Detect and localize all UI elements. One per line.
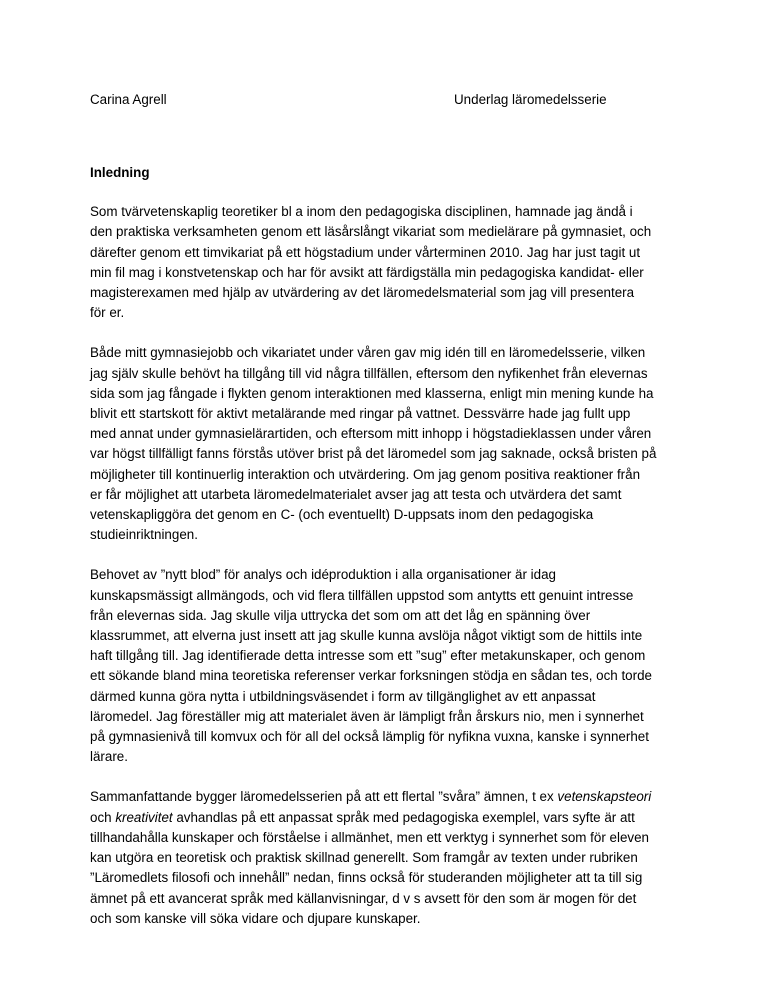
text-line: den praktiska verksamheten genom ett läsårslångt vikariat som medielärare på gymnasiet, och (90, 224, 652, 240)
paragraph-4 (90, 787, 690, 928)
italic-term: kreativitet (115, 809, 173, 825)
paragraph-1 (90, 202, 690, 323)
text-line: studieinriktningen. (90, 527, 198, 543)
text-line: ämnet på ett avancerat språk med källanvisningar, d v s avsett för den som är mogen för det (90, 890, 637, 906)
text-line: tillhandahålla kunskaper och förståelse i allmänhet, men ett verktyg i synnerhet som för eleven (90, 829, 649, 845)
text-line: läromedel. Jag föreställer mig att materialet även är lämpligt från årskurs nio, men i synnerhet (90, 708, 644, 724)
text-line: vetenskapliggöra det genom en C- (och eventuellt) D-uppsats inom den pedagogiska (90, 507, 594, 523)
text-line: Både mitt gymnasiejobb och vikariatet under våren gav mig idén till en läromedelsserie, vilken (90, 345, 646, 361)
text-line: klassrummet, att elverna just insett att jag skulle kunna avslöja något viktigt som de hittils inte (90, 628, 643, 644)
text-line (90, 787, 690, 807)
text-line: för er. (90, 305, 125, 321)
text-line: haft tillgång till. Jag identifierade detta intresse som ett ”sug” efter metakunskaper, och genom (90, 648, 646, 664)
document-series-title: Underlag läromedelsserie (454, 92, 607, 107)
text-line: min fil mag i konstvetenskap och har för avsikt att färdigställa min pedagogiska kandidat- eller (90, 264, 644, 280)
text-line: lärare. (90, 749, 128, 765)
text-line: kunskapsmässigt allmängods, och vid flera tillfällen uppstod som antytts ett genuint intresse (90, 587, 634, 603)
text-run: avhandlas på ett anpassat språk med pedagogiska exemplel, vars syfte är att (172, 809, 635, 825)
italic-term: vetenskapsteori (557, 789, 652, 805)
page-header (90, 92, 668, 114)
text-line (90, 808, 690, 828)
text-run: och (90, 809, 116, 825)
text-line: er får möjlighet att utarbeta läromedelmaterialet avser jag att testa och utvärdera det samt (90, 486, 622, 502)
text-line: Som tvärvetenskaplig teoretiker bl a inom den pedagogiska disciplinen, hamnade jag ändå i (90, 204, 633, 220)
text-line: därmed kunna göra nytta i utbildningsväsendet i form av tillgänglighet av ett anpassat (90, 688, 596, 704)
text-line: Behovet av ”nytt blod” för analys och idéproduktion i alla organisationer är idag (90, 567, 556, 583)
text-run: Sammanfattande bygger läromedelsserien på att ett flertal ”svåra” ämnen, t ex (90, 789, 558, 805)
text-line: kan utgöra en teoretisk och praktisk skillnad generellt. Som framgår av texten under rubriken (90, 850, 638, 866)
text-line: ”Läromedlets filosofi och innehåll” nedan, finns också för studeranden möjligheter att ta till sig (90, 870, 643, 886)
document-body (90, 163, 690, 949)
text-line: jag själv skulle behövt ha tillgång till vid några tillfällen, eftersom den nyfikenhet från elevernas (90, 365, 648, 381)
text-line: med annat under gymnasielärartiden, och eftersom mitt inhopp i högstadieklassen under våren (90, 426, 652, 442)
paragraph-3 (90, 565, 690, 767)
text-line: från elevernas sida. Jag skulle vilja uttrycka det som om att det låg en spänning över (90, 607, 591, 623)
text-line: sida som jag fångade i flykten genom interaktionen med klasserna, enligt min mening kunde ha (90, 385, 654, 401)
paragraph-2 (90, 343, 690, 545)
text-line: på gymnasienivå till komvux och för all del också lämplig för nyfikna vuxna, kanske i synnerhet (90, 729, 649, 745)
text-line: blivit ett startskott för aktivt metalärande med ringar på vattnet. Dessvärre hade jag fullt upp (90, 406, 631, 422)
text-line: ett sökande bland mina teoretiska referenser verkar forksningen stödja en sådan tes, och torde (90, 668, 652, 684)
text-line: var högst tillfälligt fanns förstås utöver brist på det läromedel som jag saknade, också bristen på (90, 446, 657, 462)
text-line: och som kanske vill söka vidare och djupare kunskaper. (90, 910, 421, 926)
text-line: möjligheter till kontinuerlig interaktion och utvärdering. Om jag genom positiva reaktioner från (90, 466, 641, 482)
text-line: därefter genom ett timvikariat på ett högstadium under vårterminen 2010. Jag har just tagit ut (90, 244, 641, 260)
section-heading: Inledning (90, 165, 150, 180)
text-line: magisterexamen med hjälp av utvärdering av det läromedelsmaterial som jag vill presentera (90, 285, 635, 301)
author-name: Carina Agrell (90, 92, 167, 107)
